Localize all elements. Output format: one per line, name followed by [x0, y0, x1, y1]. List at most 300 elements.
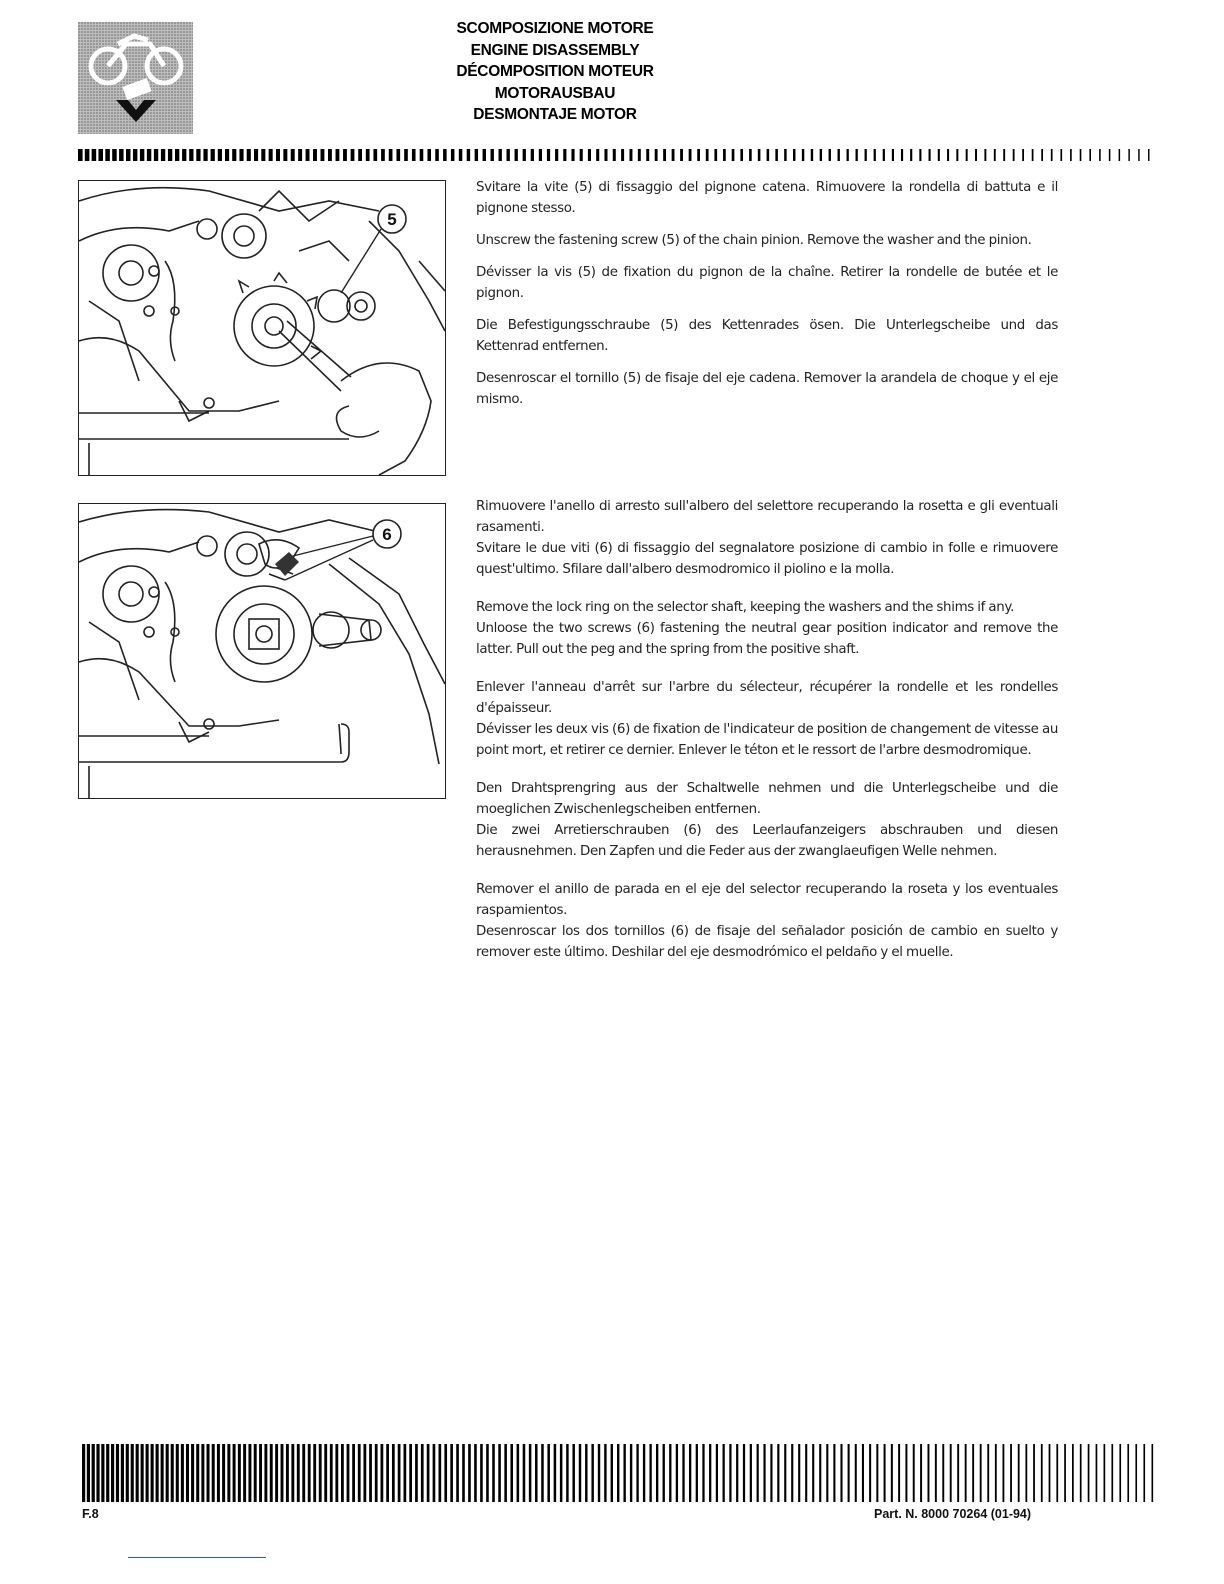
section-2-paragraph-fr-1: Enlever l'anneau d'arrêt sur l'arbre du sélecteur, récupérer la rondelle et les rondelles d'épaisseur. — [476, 680, 1058, 716]
barcode-bar — [563, 149, 566, 161]
barcode-bar — [1064, 1444, 1066, 1502]
barcode-bar — [539, 149, 542, 161]
barcode-bar — [1041, 149, 1043, 161]
barcode-bar — [1070, 149, 1072, 161]
barcode-bar — [646, 149, 649, 161]
barcode-bar — [1127, 1444, 1129, 1502]
barcode-bar — [166, 1444, 169, 1502]
barcode-bar — [572, 1444, 574, 1502]
barcode-bar — [966, 149, 968, 161]
barcode-bar — [869, 1444, 871, 1502]
barcode-bar — [560, 1444, 562, 1502]
barcode-bar — [421, 1444, 424, 1502]
section-1-paragraph-de: Die Befestigungsschraube (5) des Kettenrades ösen. Die Unterlegscheibe und das Kettenrad entfernen. — [476, 318, 1058, 354]
barcode-bar — [427, 149, 431, 161]
barcode-bar — [1080, 149, 1082, 161]
barcode-bar — [729, 1444, 731, 1502]
barcode-bar — [486, 1444, 489, 1502]
barcode-bar — [617, 1444, 619, 1502]
barcode-bar — [541, 1444, 544, 1502]
barcode-bar — [1104, 1444, 1106, 1502]
barcode-bar — [111, 1444, 114, 1502]
barcode-bar — [580, 149, 583, 161]
barcode-bar — [714, 149, 717, 161]
barcode-bar — [629, 149, 632, 161]
barcode-bar — [106, 1444, 109, 1502]
barcode-bar — [444, 1444, 447, 1502]
barcode-bar — [517, 1444, 520, 1502]
barcode-bar — [649, 1444, 651, 1502]
barcode-bar — [212, 1444, 215, 1502]
part-number: Part. N. 8000 70264 (01-94) — [874, 1507, 1032, 1521]
barcode-bar — [1088, 1444, 1090, 1502]
engine-disassembly-icon — [78, 22, 193, 134]
barcode-bar — [621, 149, 624, 161]
barcode-bar — [254, 149, 258, 161]
barcode-bar — [891, 1444, 893, 1502]
barcode-bar — [876, 1444, 878, 1502]
barcode-bar — [740, 149, 743, 161]
barcode-bar — [191, 1444, 194, 1502]
barcode-bar — [929, 149, 931, 161]
barcode-bar — [451, 149, 454, 161]
barcode-bar — [404, 1444, 407, 1502]
barcode-bar — [643, 1444, 645, 1502]
barcode-bar — [531, 149, 534, 161]
barcode-bar — [757, 1444, 759, 1502]
barcode-bar — [1148, 149, 1149, 161]
section-2-paragraph-de-1: Den Drahtsprengring aus der Schaltwelle nehmen und die Unterlegscheibe und die moeglichen Zwischenlegscheiben entfernen. — [476, 781, 1058, 817]
barcode-bar — [833, 1444, 835, 1502]
page-number: F.8 — [82, 1507, 99, 1521]
barcode-bar — [820, 149, 822, 161]
barcode-bar — [254, 1444, 257, 1502]
barcode-bar — [474, 1444, 477, 1502]
barcode-bar — [156, 1444, 159, 1502]
barcode-bar — [456, 1444, 459, 1502]
barcode-bar — [901, 149, 903, 161]
figure-selector-shaft — [78, 503, 446, 799]
barcode-bar — [269, 149, 273, 161]
barcode-bar — [793, 149, 795, 161]
barcode-bar — [547, 149, 550, 161]
title-english: ENGINE DISASSEMBLY — [470, 41, 640, 59]
barcode-bar — [874, 149, 876, 161]
barcode-bar — [171, 1444, 174, 1502]
barcode-bar — [892, 149, 894, 161]
barcode-bar — [1072, 1444, 1074, 1502]
barcode-bar — [352, 1444, 355, 1502]
barcode-bar — [319, 1444, 322, 1502]
barcode-bar — [196, 149, 200, 161]
barcode-bar — [92, 149, 97, 161]
barcode-bar — [855, 1444, 857, 1502]
bottom-barcode-strip — [82, 1444, 1156, 1502]
barcode-bar — [297, 1444, 300, 1502]
barcode-bar — [672, 149, 675, 161]
section-2-paragraph-en-1: Remove the lock ring on the selector shaft, keeping the washers and the shims if any. — [476, 600, 1014, 615]
barcode-bar — [743, 1444, 745, 1502]
barcode-bar — [732, 149, 735, 161]
barcode-bar — [154, 149, 158, 161]
section-1-text — [476, 177, 1058, 410]
barcode-bar — [571, 149, 574, 161]
section-2-paragraph-fr-2: Dévisser les deux vis (6) de fixation de l'indicateur de position de changement de vitesse au point mort, et retirer ce dernier. Enlever le téton et le ressort de l'arbre desmodromique. — [476, 722, 1058, 758]
barcode-bar — [1013, 149, 1015, 161]
barcode-bar — [1018, 1444, 1020, 1502]
barcode-bar — [381, 1444, 384, 1502]
barcode-bar — [777, 1444, 779, 1502]
barcode-bar — [784, 149, 787, 161]
barcode-bar — [381, 149, 385, 161]
barcode-bar — [636, 1444, 638, 1502]
barcode-bar — [243, 1444, 246, 1502]
barcode-bar — [1010, 1444, 1012, 1502]
barcode-bar — [181, 1444, 184, 1502]
barcode-bar — [938, 149, 940, 161]
barcode-bar — [655, 149, 658, 161]
barcode-bar — [404, 149, 408, 161]
barcode-bar — [101, 1444, 104, 1502]
barcode-bar — [366, 149, 370, 161]
barcode-bar — [306, 149, 310, 161]
barcode-bar — [975, 149, 977, 161]
barcode-bar — [910, 149, 912, 161]
barcode-bar — [186, 1444, 189, 1502]
barcode-bar — [663, 1444, 665, 1502]
barcode-bar — [151, 1444, 154, 1502]
barcode-bar — [427, 1444, 430, 1502]
barcode-bar — [409, 1444, 412, 1502]
barcode-bar — [1041, 1444, 1043, 1502]
barcode-bar — [443, 149, 447, 161]
barcode-bar — [1099, 149, 1101, 161]
barcode-bar — [965, 1444, 967, 1502]
barcode-bar — [604, 149, 607, 161]
barcode-bar — [369, 1444, 372, 1502]
barcode-bar — [247, 149, 251, 161]
barcode-bar — [126, 149, 130, 161]
barcode-bar — [680, 149, 683, 161]
barcode-bar — [189, 149, 193, 161]
barcode-bar — [217, 1444, 220, 1502]
barcode-bar — [736, 1444, 738, 1502]
barcode-bar — [510, 1444, 513, 1502]
barcode-bar — [225, 149, 229, 161]
barcode-bar — [604, 1444, 606, 1502]
barcode-bar — [702, 1444, 704, 1502]
barcode-bar — [96, 1444, 99, 1502]
barcode-bar — [275, 1444, 278, 1502]
barcode-bar — [420, 149, 424, 161]
barcode-bar — [373, 149, 377, 161]
barcode-bar — [321, 149, 325, 161]
barcode-bar — [856, 149, 858, 161]
barcode-bar — [126, 1444, 129, 1502]
barcode-bar — [291, 1444, 294, 1502]
barcode-bar — [161, 1444, 164, 1502]
barcode-bar — [529, 1444, 532, 1502]
barcode-bar — [1111, 1444, 1113, 1502]
barcode-bar — [1143, 1444, 1145, 1502]
barcode-bar — [1022, 149, 1024, 161]
barcode-bar — [211, 149, 215, 161]
barcode-bar — [302, 1444, 305, 1502]
barcode-bar — [523, 1444, 526, 1502]
barcode-bar — [987, 1444, 989, 1502]
barcode-bar — [535, 1444, 538, 1502]
barcode-bar — [669, 1444, 671, 1502]
barcode-bar — [709, 1444, 711, 1502]
barcode-bar — [504, 1444, 507, 1502]
barcode-bar — [1051, 149, 1053, 161]
barcode-bar — [450, 1444, 453, 1502]
barcode-bar — [819, 1444, 821, 1502]
barcode-bar — [676, 1444, 678, 1502]
barcode-bar — [131, 1444, 134, 1502]
barcode-bar — [1060, 149, 1062, 161]
barcode-bar — [507, 149, 510, 161]
barcode-bar — [232, 149, 236, 161]
barcode-bar — [1056, 1444, 1058, 1502]
figure-2-callout: 6 — [382, 525, 392, 544]
page-header-titles — [380, 18, 730, 126]
barcode-bar — [141, 1444, 144, 1502]
barcode-bar — [264, 1444, 267, 1502]
barcode-bar — [515, 149, 518, 161]
top-barcode-strip — [78, 149, 1156, 161]
barcode-bar — [146, 1444, 149, 1502]
barcode-bar — [343, 149, 347, 161]
barcode-bar — [147, 149, 151, 161]
barcode-bar — [984, 149, 986, 161]
section-2-paragraph-it-2: Svitare le due viti (6) di fissaggio del segnalatore posizione di cambio in folle e rimuovere quest'ultimo. Sfilare dall'albero desmodromico il piolino e la molla. — [476, 541, 1058, 577]
barcode-bar — [239, 149, 243, 161]
barcode-bar — [233, 1444, 236, 1502]
barcode-bar — [523, 149, 526, 161]
barcode-bar — [412, 149, 416, 161]
barcode-bar — [775, 149, 778, 161]
barcode-bar — [336, 149, 340, 161]
barcode-bar — [491, 149, 494, 161]
barcode-bar — [98, 149, 103, 161]
barcode-bar — [1025, 1444, 1027, 1502]
barcode-bar — [716, 1444, 718, 1502]
section-2-paragraph-es-1: Remover el anillo de parada en el eje del selector recuperando la roseta y los eventuales raspamientos. — [476, 882, 1058, 918]
barcode-bar — [630, 1444, 632, 1502]
barcode-bar — [663, 149, 666, 161]
barcode-bar — [812, 1444, 814, 1502]
barcode-bar — [862, 1444, 864, 1502]
barcode-bar — [92, 1444, 95, 1502]
barcode-bar — [324, 1444, 327, 1502]
barcode-bar — [883, 149, 885, 161]
barcode-bar — [554, 1444, 557, 1502]
barcode-bar — [335, 1444, 338, 1502]
barcode-bar — [579, 1444, 581, 1502]
section-1-paragraph-fr: Dévisser la vis (5) de fixation du pignon de la chaîne. Retirer la rondelle de butée et le pignon. — [476, 265, 1058, 301]
barcode-bar — [328, 149, 332, 161]
barcode-bar — [176, 1444, 179, 1502]
barcode-bar — [840, 1444, 842, 1502]
barcode-bar — [261, 149, 265, 161]
barcode-bar — [696, 1444, 698, 1502]
section-2-text — [476, 496, 1058, 963]
barcode-bar — [638, 149, 641, 161]
barcode-bar — [898, 1444, 900, 1502]
barcode-bar — [865, 149, 867, 161]
barcode-bar — [689, 1444, 691, 1502]
section-1-paragraph-en: Unscrew the fastening screw (5) of the chain pinion. Remove the washer and the pinion. — [476, 233, 1032, 248]
barcode-bar — [330, 1444, 333, 1502]
barcode-bar — [1138, 149, 1139, 161]
barcode-bar — [358, 149, 362, 161]
barcode-bar — [913, 1444, 915, 1502]
barcode-bar — [291, 149, 295, 161]
barcode-bar — [972, 1444, 974, 1502]
barcode-bar — [1049, 1444, 1051, 1502]
barcode-bar — [611, 1444, 613, 1502]
barcode-bar — [136, 1444, 139, 1502]
barcode-bar — [140, 149, 144, 161]
barcode-bar — [847, 149, 849, 161]
barcode-bar — [1119, 1444, 1121, 1502]
figure-chain-pinion — [78, 180, 446, 476]
barcode-bar — [980, 1444, 982, 1502]
barcode-bar — [298, 149, 302, 161]
barcode-bar — [1135, 1444, 1137, 1502]
barcode-bar — [499, 149, 502, 161]
barcode-bar — [203, 149, 207, 161]
section-2-paragraph-de-2: Die zwei Arretierschrauben (6) des Leerlaufanzeigers abschrauben und diesen herausnehmen. Den Zapfen und die Feder aus der zwanglaeufigen Welle nehmen. — [476, 823, 1058, 859]
title-french: DÉCOMPOSITION MOTEUR — [456, 63, 654, 80]
barcode-bar — [1089, 149, 1091, 161]
barcode-bar — [468, 1444, 471, 1502]
barcode-bar — [168, 149, 172, 161]
barcode-bar — [161, 149, 165, 161]
section-2-paragraph-en-2: Unloose the two screws (6) fastening the neutral gear position indicator and remove the latter. Pull out the peg and the spring from the positive shaft. — [476, 621, 1058, 657]
barcode-bar — [467, 149, 470, 161]
barcode-bar — [927, 1444, 929, 1502]
barcode-bar — [270, 1444, 273, 1502]
section-1-paragraph-es: Desenroscar el tornillo (5) de fisaje del eje cadena. Remover la arandela de choque y el eje mismo. — [476, 371, 1058, 407]
barcode-bar — [116, 1444, 119, 1502]
barcode-bar — [957, 1444, 959, 1502]
barcode-bar — [480, 1444, 483, 1502]
barcode-bar — [276, 149, 280, 161]
barcode-bar — [1119, 149, 1121, 161]
barcode-bar — [392, 1444, 395, 1502]
barcode-bar — [375, 1444, 378, 1502]
barcode-bar — [358, 1444, 361, 1502]
barcode-bar — [1128, 149, 1129, 161]
barcode-bar — [956, 149, 958, 161]
divider — [128, 1557, 266, 1558]
barcode-bar — [475, 149, 478, 161]
barcode-bar — [920, 1444, 922, 1502]
barcode-bar — [689, 149, 692, 161]
barcode-bar — [826, 1444, 828, 1502]
barcode-bar — [942, 1444, 944, 1502]
barcode-bar — [222, 1444, 225, 1502]
barcode-bar — [706, 149, 709, 161]
barcode-bar — [784, 1444, 786, 1502]
barcode-bar — [121, 1444, 124, 1502]
barcode-bar — [555, 149, 558, 161]
barcode-bar — [585, 1444, 587, 1502]
barcode-bar — [767, 149, 770, 161]
barcode-bar — [547, 1444, 550, 1502]
barcode-bar — [248, 1444, 251, 1502]
barcode-bar — [798, 1444, 800, 1502]
barcode-bar — [313, 149, 317, 161]
section-2-paragraph-es-2: Desenroscar los dos tornillos (6) de fisaje del señalador posición de cambio en suelto y remover este último. Deshilar del eje desmodrómico el peldaño y el muelle. — [476, 924, 1058, 960]
barcode-bar — [750, 1444, 752, 1502]
barcode-bar — [227, 1444, 230, 1502]
barcode-bar — [341, 1444, 344, 1502]
title-german: MOTORAUSBAU — [494, 84, 616, 102]
barcode-bar — [1032, 149, 1034, 161]
barcode-bar — [905, 1444, 907, 1502]
barcode-bar — [1003, 1444, 1005, 1502]
barcode-bar — [435, 149, 439, 161]
barcode-bar — [286, 1444, 289, 1502]
barcode-bar — [119, 149, 123, 161]
barcode-bar — [950, 1444, 952, 1502]
barcode-bar — [281, 1444, 284, 1502]
barcode-bar — [196, 1444, 199, 1502]
barcode-bar — [723, 149, 726, 161]
barcode-bar — [1033, 1444, 1035, 1502]
barcode-bar — [438, 1444, 441, 1502]
barcode-bar — [588, 149, 591, 161]
barcode-bar — [749, 149, 752, 161]
barcode-bar — [283, 149, 287, 161]
barcode-bar — [1109, 149, 1111, 161]
barcode-bar — [1096, 1444, 1098, 1502]
barcode-bar — [656, 1444, 658, 1502]
barcode-bar — [459, 149, 462, 161]
barcode-bar — [82, 1444, 85, 1502]
barcode-bar — [347, 1444, 350, 1502]
section-1-paragraph-it: Svitare la vite (5) di fissaggio del pignone catena. Rimuovere la rondella di battuta e il pignone stesso. — [476, 180, 1058, 216]
barcode-bar — [238, 1444, 241, 1502]
barcode-bar — [884, 1444, 886, 1502]
barcode-bar — [805, 1444, 807, 1502]
barcode-bar — [492, 1444, 495, 1502]
barcode-bar — [947, 149, 949, 161]
barcode-bar — [396, 149, 400, 161]
barcode-bar — [598, 1444, 600, 1502]
barcode-bar — [763, 1444, 765, 1502]
barcode-bar — [995, 1444, 997, 1502]
barcode-bar — [591, 1444, 593, 1502]
barcode-bar — [78, 149, 83, 161]
barcode-bar — [1003, 149, 1005, 161]
barcode-bar — [483, 149, 486, 161]
barcode-bar — [201, 1444, 204, 1502]
barcode-bar — [112, 149, 117, 161]
title-spanish: DESMONTAJE MOTOR — [473, 106, 637, 123]
barcode-bar — [566, 1444, 568, 1502]
barcode-bar — [87, 1444, 90, 1502]
figure-1-callout: 5 — [387, 210, 397, 229]
barcode-bar — [770, 1444, 772, 1502]
barcode-bar — [363, 1444, 366, 1502]
barcode-bar — [758, 149, 761, 161]
barcode-bar — [351, 149, 355, 161]
barcode-bar — [105, 149, 110, 161]
